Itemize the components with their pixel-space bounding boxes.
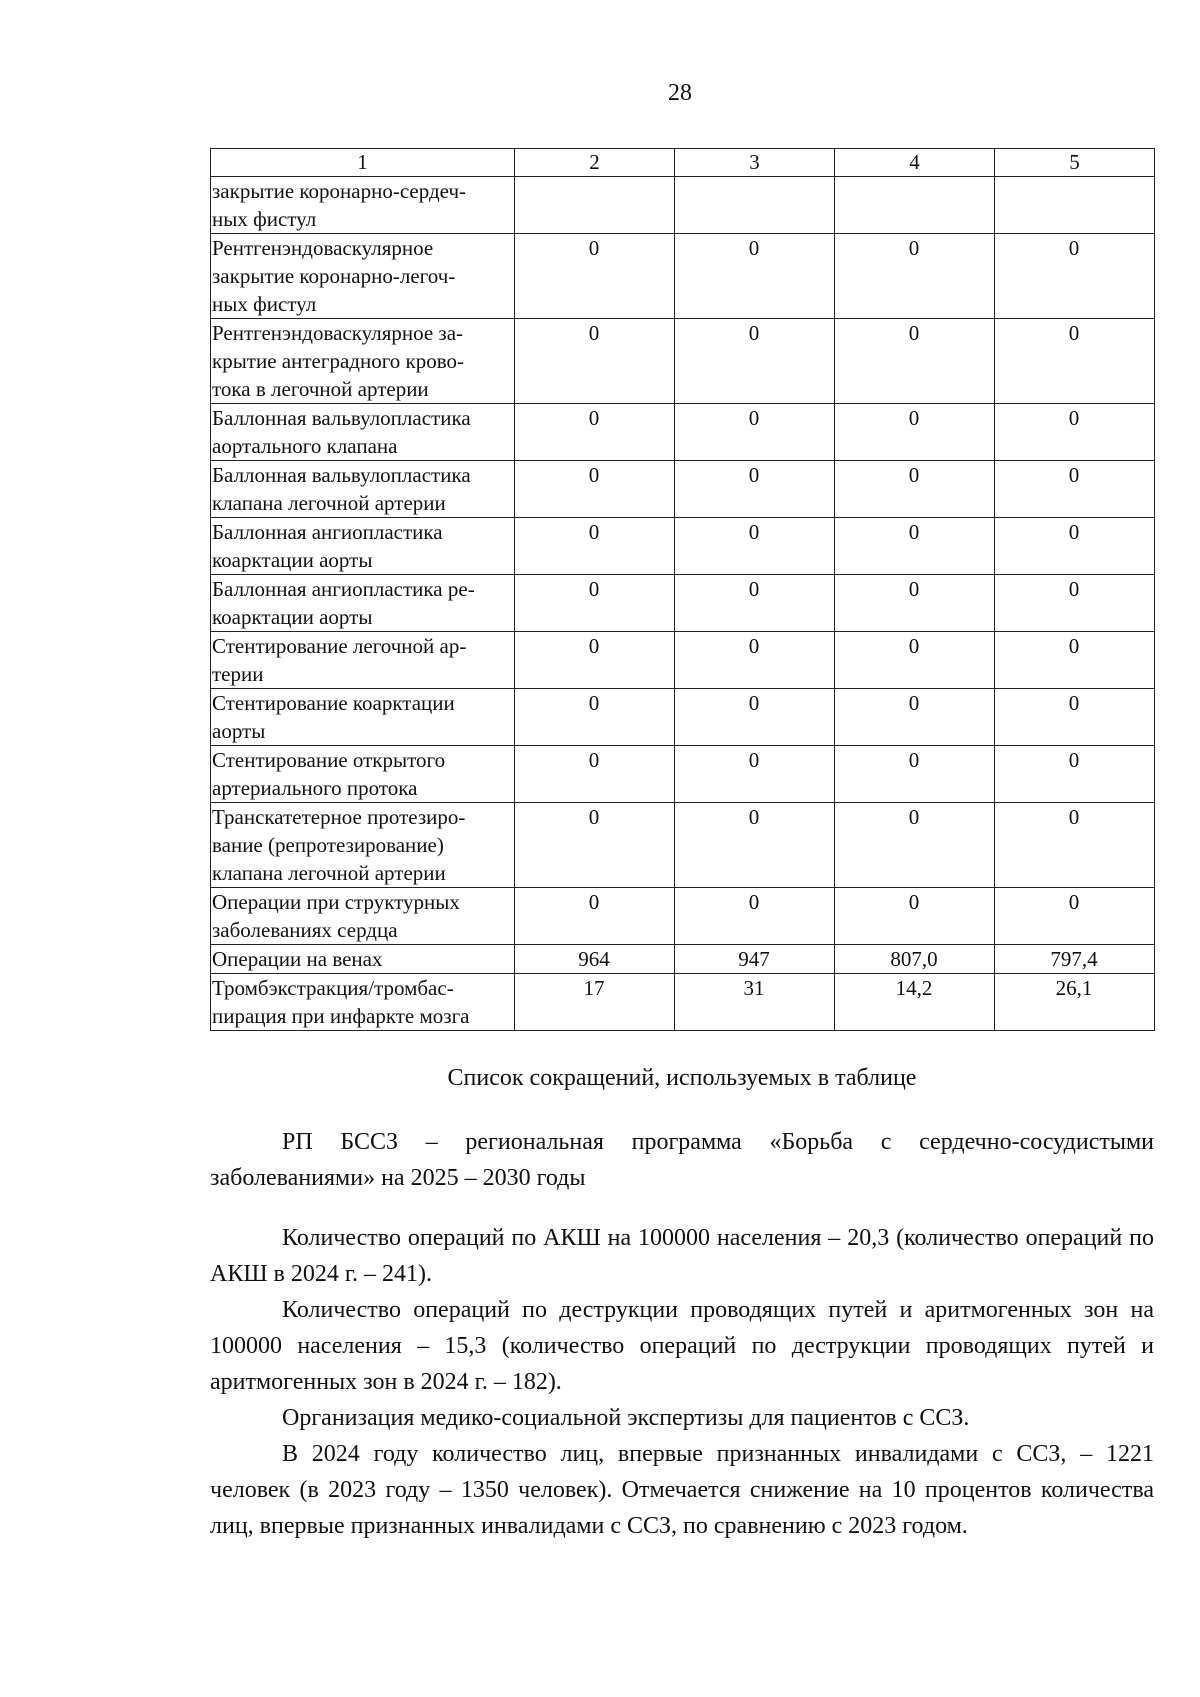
value-cell: 0 <box>515 803 675 888</box>
value-cell: 0 <box>835 461 995 518</box>
value-cell: 0 <box>675 404 835 461</box>
row-name-cell <box>211 404 515 461</box>
value-cell: 0 <box>675 575 835 632</box>
row-name-cell <box>211 575 515 632</box>
value-cell: 0 <box>675 632 835 689</box>
abbreviations-title: Список сокращений, используемых в таблице <box>447 1065 917 1091</box>
value-cell: 0 <box>995 319 1155 404</box>
value-cell <box>995 177 1155 234</box>
table-header-row <box>211 149 1155 177</box>
row-name-cell <box>211 319 515 404</box>
row-name-line: Баллонная ангиопластика ре- <box>212 577 475 601</box>
value-cell: 0 <box>835 234 995 319</box>
value-cell: 0 <box>995 461 1155 518</box>
paragraph-disability: В 2024 году количество лиц, впервые признанных инвалидами с ССЗ, – 1221 человек (в 2023 году – 1350 человек). Отмечается снижение на 10 процентов количества лиц, впервые признанных инвалидами с ССЗ, по сравнению с 2023 годом. <box>210 1441 1154 1539</box>
row-name-line: Операции при структурных <box>212 890 460 914</box>
value-cell: 0 <box>995 234 1155 319</box>
row-name-line: Рентгенэндоваскулярное <box>212 236 434 260</box>
value-cell: 0 <box>515 888 675 945</box>
value-cell: 0 <box>675 888 835 945</box>
value-cell: 0 <box>995 689 1155 746</box>
row-name-line: Тромбэкстракция/тромбас- <box>212 976 454 1000</box>
value-cell: 0 <box>835 404 995 461</box>
value-cell: 17 <box>515 974 675 1031</box>
value-cell: 0 <box>835 746 995 803</box>
value-cell: 0 <box>515 689 675 746</box>
row-name-cell <box>211 746 515 803</box>
page-number: 28 <box>668 80 692 106</box>
row-name-line: крытие антеградного крово- <box>212 349 465 373</box>
value-cell: 0 <box>515 632 675 689</box>
column-header: 3 <box>675 149 835 177</box>
row-name-cell <box>211 689 515 746</box>
value-cell: 0 <box>835 803 995 888</box>
value-cell <box>675 177 835 234</box>
row-name-line: Баллонная ангиопластика <box>212 520 443 544</box>
row-name-cell <box>211 518 515 575</box>
row-name-cell <box>211 632 515 689</box>
table-row <box>211 803 1155 888</box>
row-name-cell <box>211 177 515 234</box>
row-name-line: клапана легочной артерии <box>212 491 446 515</box>
value-cell: 0 <box>835 575 995 632</box>
row-name-line: Операции на венах <box>212 947 383 971</box>
table-row <box>211 177 1155 234</box>
value-cell: 947 <box>675 945 835 974</box>
row-name-line: Стентирование открытого <box>212 748 446 772</box>
value-cell: 0 <box>835 319 995 404</box>
column-header: 4 <box>835 149 995 177</box>
table-row <box>211 689 1155 746</box>
value-cell: 0 <box>675 689 835 746</box>
row-name-cell <box>211 803 515 888</box>
value-cell: 0 <box>995 746 1155 803</box>
value-cell: 0 <box>675 803 835 888</box>
table-body <box>211 149 1155 1031</box>
value-cell: 0 <box>675 234 835 319</box>
row-name-line: закрытие коронарно-сердеч- <box>212 179 466 203</box>
value-cell: 0 <box>515 746 675 803</box>
row-name-cell <box>211 945 515 974</box>
value-cell: 0 <box>835 689 995 746</box>
value-cell: 0 <box>995 575 1155 632</box>
value-cell <box>835 177 995 234</box>
value-cell: 14,2 <box>835 974 995 1031</box>
table-row <box>211 888 1155 945</box>
value-cell: 0 <box>515 575 675 632</box>
operations-table <box>210 148 1155 1031</box>
paragraph-cabg: Количество операций по АКШ на 100000 населения – 20,3 (количество операций по АКШ в 2024 г. – 241). <box>210 1225 1154 1287</box>
value-cell: 0 <box>675 518 835 575</box>
value-cell: 0 <box>515 319 675 404</box>
row-name-line: Баллонная вальвулопластика <box>212 463 471 487</box>
row-name-line: заболеваниях сердца <box>212 918 398 942</box>
row-name-cell <box>211 461 515 518</box>
row-name-line: коарктации аорты <box>212 548 373 572</box>
table-row <box>211 518 1155 575</box>
table-row <box>211 945 1155 974</box>
paragraph-abbreviation: РП БССЗ – региональная программа «Борьба с сердечно-сосудистыми заболеваниями» на 2025 – 2030 годы <box>210 1129 1154 1191</box>
column-header: 1 <box>211 149 515 177</box>
row-name-line: закрытие коронарно-легоч- <box>212 264 456 288</box>
row-name-line: клапана легочной артерии <box>212 861 446 885</box>
row-name-cell <box>211 974 515 1031</box>
row-name-line: Транскатетерное протезиро- <box>212 805 466 829</box>
value-cell: 0 <box>515 461 675 518</box>
value-cell: 0 <box>675 319 835 404</box>
value-cell: 31 <box>675 974 835 1031</box>
value-cell: 0 <box>675 746 835 803</box>
row-name-line: тока в легочной артерии <box>212 377 429 401</box>
row-name-line: Стентирование коарктации <box>212 691 455 715</box>
value-cell: 0 <box>835 518 995 575</box>
row-name-line: Баллонная вальвулопластика <box>212 406 471 430</box>
table-row <box>211 974 1155 1031</box>
row-name-line: коарктации аорты <box>212 605 373 629</box>
value-cell: 0 <box>675 461 835 518</box>
value-cell: 797,4 <box>995 945 1155 974</box>
value-cell: 0 <box>995 888 1155 945</box>
value-cell: 0 <box>515 404 675 461</box>
value-cell: 964 <box>515 945 675 974</box>
row-name-line: аорты <box>212 719 266 743</box>
value-cell: 0 <box>835 888 995 945</box>
row-name-line: ных фистул <box>212 292 317 316</box>
row-name-line: аортального клапана <box>212 434 398 458</box>
value-cell: 0 <box>995 404 1155 461</box>
row-name-line: артериального протока <box>212 776 418 800</box>
table-row <box>211 575 1155 632</box>
column-header: 5 <box>995 149 1155 177</box>
value-cell: 807,0 <box>835 945 995 974</box>
row-name-line: Рентгенэндоваскулярное за- <box>212 321 464 345</box>
value-cell: 0 <box>995 632 1155 689</box>
table-row <box>211 319 1155 404</box>
table-row <box>211 461 1155 518</box>
value-cell: 0 <box>515 234 675 319</box>
row-name-cell <box>211 234 515 319</box>
row-name-line: терии <box>212 662 264 686</box>
value-cell: 26,1 <box>995 974 1155 1031</box>
value-cell: 0 <box>515 518 675 575</box>
value-cell: 0 <box>835 632 995 689</box>
row-name-line: Стентирование легочной ар- <box>212 634 467 658</box>
value-cell: 0 <box>995 803 1155 888</box>
table-row <box>211 234 1155 319</box>
row-name-line: ных фистул <box>212 207 317 231</box>
table-row <box>211 746 1155 803</box>
table-row <box>211 404 1155 461</box>
column-header: 2 <box>515 149 675 177</box>
row-name-line: пирация при инфаркте мозга <box>212 1004 470 1028</box>
value-cell: 0 <box>995 518 1155 575</box>
row-name-line: вание (репротезирование) <box>212 833 444 857</box>
row-name-cell <box>211 888 515 945</box>
table-row <box>211 632 1155 689</box>
paragraph-ablation: Количество операций по деструкции проводящих путей и аритмогенных зон на 100000 населения – 15,3 (количество операций по деструкции проводящих путей и аритмогенных зон в 2024 г. – 182). <box>210 1297 1154 1395</box>
paragraph-expertise: Организация медико-социальной экспертизы для пациентов с ССЗ. <box>282 1405 970 1431</box>
value-cell <box>515 177 675 234</box>
